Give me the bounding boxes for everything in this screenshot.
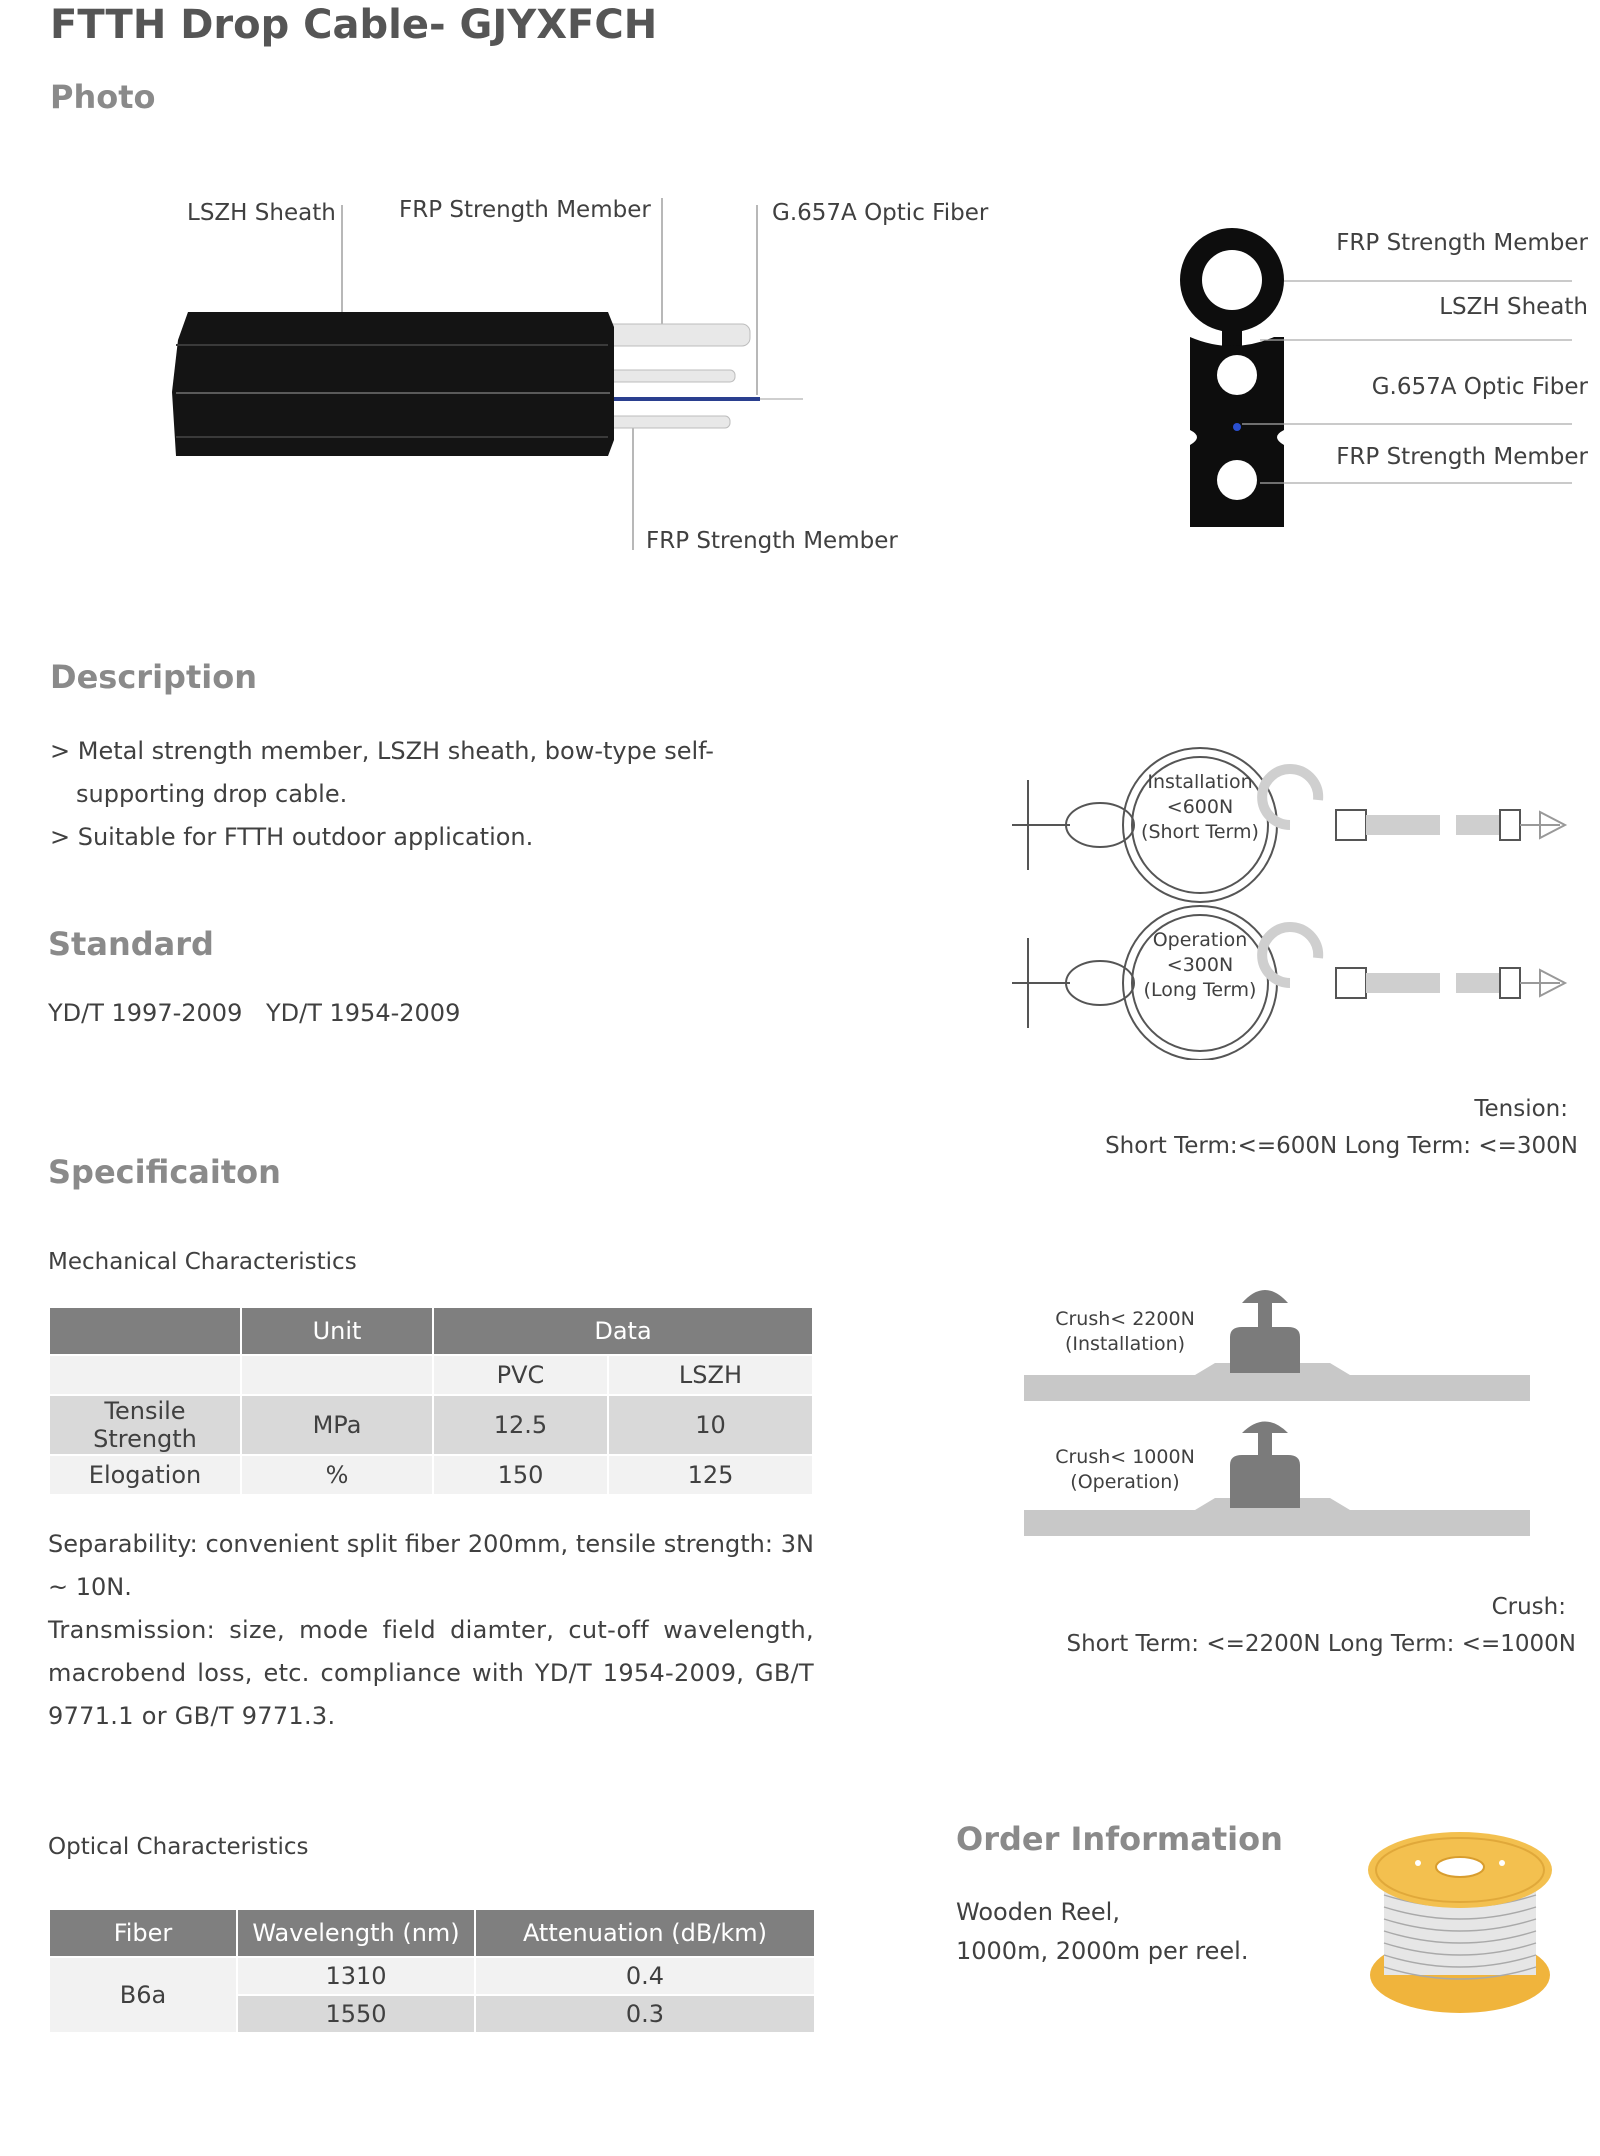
mech-header-unit: Unit <box>242 1308 432 1354</box>
page-title: FTTH Drop Cable- GJYXFCH <box>50 2 658 48</box>
tension-operation-line: <300N <box>1166 954 1234 976</box>
table-cell: 125 <box>609 1456 812 1494</box>
tension-operation-line: Operation <box>1152 929 1248 951</box>
photo-heading: Photo <box>50 78 156 116</box>
transmission-text: Transmission: size, mode field diamter, cut-off wavelength, macrobend loss, etc. compliance with YD/T 1954-2009, GB/T 9771.1 or GB/T 9771.3. <box>48 1616 814 1730</box>
xs-label-frp-top: FRP Strength Member <box>1336 230 1588 256</box>
optical-header-attenuation: Attenuation (dB/km) <box>476 1910 814 1956</box>
description-heading: Description <box>50 658 257 696</box>
optical-heading: Optical Characteristics <box>48 1834 309 1860</box>
table-cell: 1550 <box>238 1996 474 2032</box>
xs-label-fiber: G.657A Optic Fiber <box>1371 374 1588 400</box>
table-cell: 12.5 <box>434 1396 607 1454</box>
specification-heading: Specificaiton <box>48 1153 281 1191</box>
mech-subheader-pvc: PVC <box>434 1356 607 1394</box>
order-line: Wooden Reel, <box>956 1898 1120 1926</box>
description-item: > Metal strength member, LSZH sheath, bow-type self-supporting drop cable. <box>50 737 714 808</box>
crush-install-line: Crush< 2200N <box>1055 1308 1195 1330</box>
tension-installation-graphic <box>1012 748 1565 902</box>
table-cell: 1310 <box>238 1958 474 1994</box>
table-row <box>50 1396 812 1454</box>
xs-label-frp-bottom: FRP Strength Member <box>1336 444 1588 470</box>
crush-diagram <box>1020 1255 1540 1555</box>
crush-caption-value: Short Term: <=2200N Long Term: <=1000N <box>1066 1631 1576 1657</box>
tension-install-line: (Short Term) <box>1141 821 1259 843</box>
crush-operation-line: Crush< 1000N <box>1055 1446 1195 1468</box>
table-cell: 0.3 <box>476 1996 814 2032</box>
tension-install-line: Installation <box>1147 771 1253 793</box>
table-cell: % <box>242 1456 432 1494</box>
tension-diagram <box>1000 730 1600 1060</box>
mech-header-blank <box>50 1308 240 1354</box>
table-row <box>50 1958 814 1994</box>
description-item: > Suitable for FTTH outdoor application. <box>50 823 534 851</box>
tension-operation-line: (Long Term) <box>1143 979 1257 1001</box>
label-frp-top: FRP Strength Member <box>399 197 651 223</box>
mech-header-data: Data <box>434 1308 812 1354</box>
standard-heading: Standard <box>48 925 214 963</box>
optical-header-fiber: Fiber <box>50 1910 236 1956</box>
tension-install-line: <600N <box>1166 796 1234 818</box>
wooden-reel-image <box>1360 1815 1560 2025</box>
table-cell <box>242 1356 432 1394</box>
table-cell <box>50 1356 240 1394</box>
optical-table <box>48 1908 816 2034</box>
label-frp-bottom: FRP Strength Member <box>646 528 898 554</box>
standard-value: YD/T 1997-2009 <box>48 999 243 1027</box>
crush-operation-line: (Operation) <box>1070 1471 1180 1493</box>
label-optic-fiber: G.657A Optic Fiber <box>772 200 989 226</box>
tension-caption-title: Tension: <box>1474 1096 1568 1122</box>
standard-value: YD/T 1954-2009 <box>266 999 461 1027</box>
xs-label-lszh: LSZH Sheath <box>1439 294 1588 320</box>
label-lszh-sheath: LSZH Sheath <box>187 200 336 226</box>
table-cell: Elogation <box>50 1456 240 1494</box>
separability-text: Separability: convenient split fiber 200mm, tensile strength: 3N ~ 10N. <box>48 1530 814 1601</box>
table-cell: Tensile Strength <box>50 1396 240 1454</box>
order-heading: Order Information <box>956 1820 1283 1858</box>
mechanical-table <box>48 1306 814 1496</box>
optical-fiber-cell: B6a <box>50 1958 236 2032</box>
table-cell: MPa <box>242 1396 432 1454</box>
order-line: 1000m, 2000m per reel. <box>956 1937 1249 1965</box>
optical-header-wavelength: Wavelength (nm) <box>238 1910 474 1956</box>
table-cell: 10 <box>609 1396 812 1454</box>
mech-subheader-lszh: LSZH <box>609 1356 812 1394</box>
crush-caption-title: Crush: <box>1491 1594 1566 1620</box>
tension-caption-value: Short Term:<=600N Long Term: <=300N <box>1105 1133 1578 1159</box>
table-cell: 0.4 <box>476 1958 814 1994</box>
crush-install-line: (Installation) <box>1064 1333 1186 1355</box>
tension-operation-graphic <box>1012 906 1565 1060</box>
table-cell: 150 <box>434 1456 607 1494</box>
table-row <box>50 1456 812 1494</box>
mechanical-heading: Mechanical Characteristics <box>48 1249 357 1275</box>
